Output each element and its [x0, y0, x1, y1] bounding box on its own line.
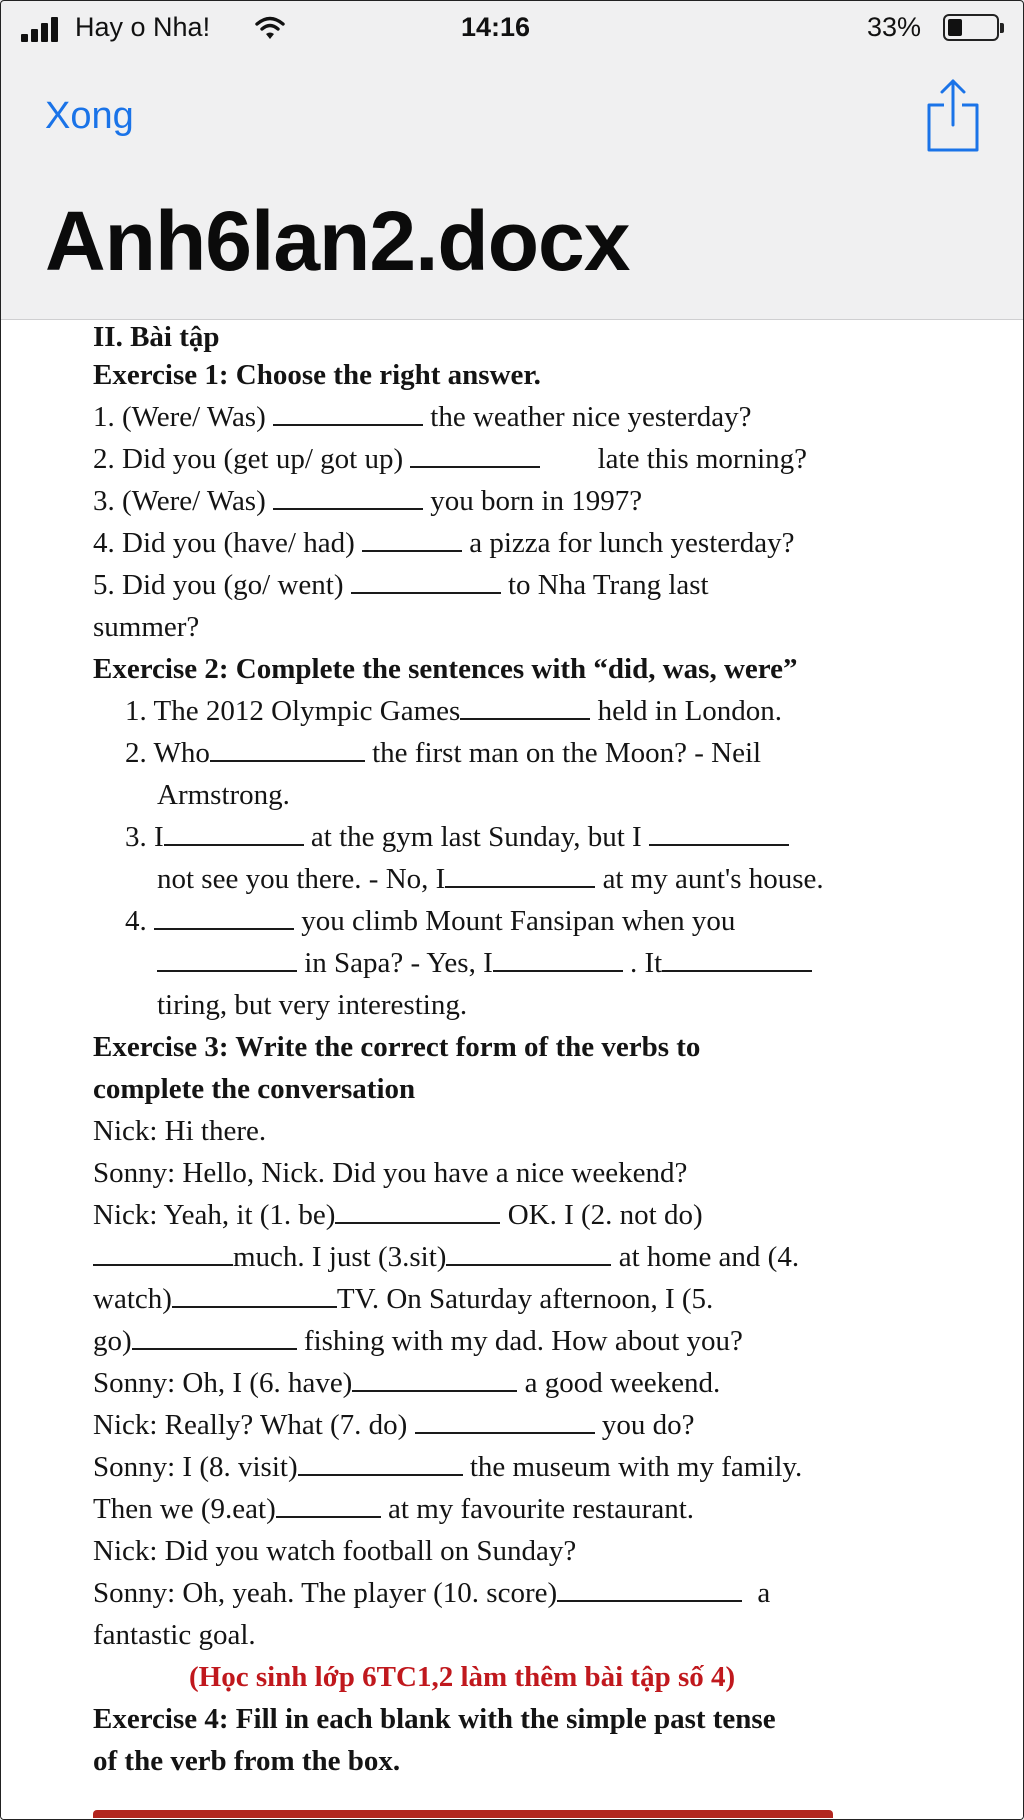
exercise-2-sentence-3: 3. I at the gym last Sunday, but I [125, 820, 789, 854]
section-heading: II. Bài tập [93, 321, 220, 353]
conversation-line-1: Nick: Hi there. [93, 1115, 267, 1147]
exercise-2-title: Exercise 2: Complete the sentences with “did, was, were” [93, 653, 798, 685]
exercise-1-title: Exercise 1: Choose the right answer. [93, 359, 541, 391]
exercise-2-sentence-4-cont: in Sapa? - Yes, I . It [157, 946, 812, 980]
conversation-line-7: Sonny: Oh, I (6. have) a good weekend. [93, 1367, 721, 1399]
status-bar [1, 1, 1023, 59]
document-page[interactable] [1, 320, 1023, 1819]
conversation-line-10: Then we (9.eat) at my favourite restaurant. [93, 1493, 695, 1525]
exercise-2-sentence-2-cont: Armstrong. [157, 779, 290, 811]
status-time: 14:16 [461, 12, 531, 42]
conversation-line-11: Nick: Did you watch football on Sunday? [93, 1535, 577, 1567]
carrier-name: Hay o Nha! [75, 12, 211, 42]
cellular-signal-icon [21, 16, 71, 42]
exercise-2-sentence-4: 4. you climb Mount Fansipan when you [125, 905, 736, 937]
exercise-2-sentence-1: 1. The 2012 Olympic Games held in London. [125, 695, 783, 727]
exercise-2-sentence-2: 2. Who the first man on the Moon? - Neil [125, 737, 762, 769]
exercise-1-question-5: 5. Did you (go/ went) to Nha Trang last [93, 569, 709, 601]
exercise-1-question-4: 4. Did you (have/ had) a pizza for lunch yesterday? [93, 527, 795, 559]
exercise-1-question-5-cont: summer? [93, 611, 200, 643]
conversation-line-5: watch) TV. On Saturday afternoon, I (5. [93, 1283, 714, 1315]
exercise-1-question-2: 2. Did you (get up/ got up) late this morning? [93, 443, 808, 475]
word-box-top-edge [93, 1810, 833, 1818]
conversation-line-9: Sonny: I (8. visit) the museum with my family. [93, 1451, 803, 1483]
exercise-4-title-line-2: of the verb from the box. [93, 1745, 401, 1777]
exercise-1-question-1: 1. (Were/ Was) the weather nice yesterday? [93, 401, 752, 433]
exercise-1-question-3: 3. (Were/ Was) you born in 1997? [93, 485, 643, 517]
exercise-4-title-line-1: Exercise 4: Fill in each blank with the simple past tense [93, 1703, 776, 1735]
conversation-line-6: go) fishing with my dad. How about you? [93, 1325, 743, 1357]
conversation-line-2: Sonny: Hello, Nick. Did you have a nice weekend? [93, 1157, 688, 1189]
conversation-line-4: much. I just (3.sit) at home and (4. [93, 1240, 799, 1274]
extra-assignment-note: (Học sinh lớp 6TC1,2 làm thêm bài tập số 4) [189, 1661, 736, 1693]
exercise-2-sentence-4-end: tiring, but very interesting. [157, 989, 468, 1021]
conversation-line-3: Nick: Yeah, it (1. be) OK. I (2. not do) [93, 1199, 703, 1231]
conversation-line-8: Nick: Really? What (7. do) you do? [93, 1409, 695, 1441]
exercise-2-sentence-3-cont: not see you there. - No, I at my aunt's house. [157, 863, 824, 895]
wifi-icon [255, 15, 285, 41]
exercise-3-title-line-1: Exercise 3: Write the correct form of the verbs to [93, 1031, 701, 1063]
battery-percentage: 33% [867, 12, 922, 42]
done-button[interactable]: Xong [45, 95, 134, 137]
battery-icon [943, 14, 999, 41]
conversation-line-13: fantastic goal. [93, 1619, 256, 1651]
document-title: Anh6lan2.docx [45, 194, 630, 288]
conversation-line-12: Sonny: Oh, yeah. The player (10. score) a [93, 1577, 771, 1609]
share-icon[interactable] [923, 75, 983, 155]
exercise-3-title-line-2: complete the conversation [93, 1073, 416, 1105]
